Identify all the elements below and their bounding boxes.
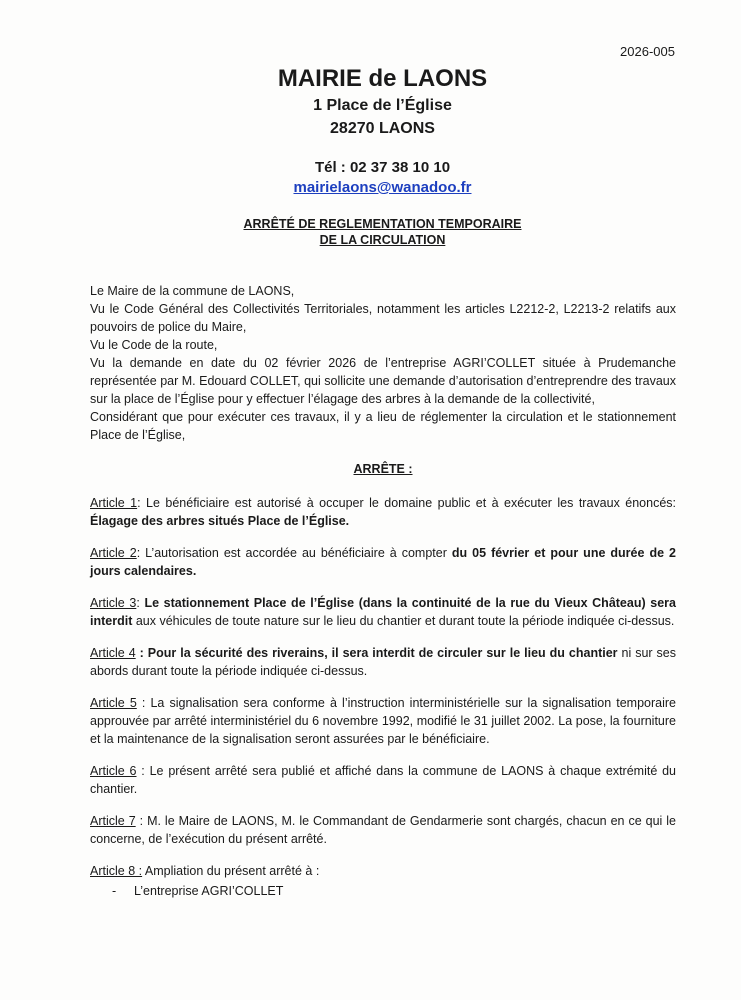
mairie-title: MAIRIE de LAONS bbox=[277, 65, 488, 92]
article-separator: : bbox=[137, 496, 147, 510]
article-3 bbox=[90, 594, 676, 630]
dash-bullet: - bbox=[112, 884, 117, 898]
article-1 bbox=[90, 494, 676, 530]
article-label: Article 5 bbox=[90, 696, 137, 710]
article-text: Le bénéficiaire est autorisé à occuper le domaine public et à exécuter les travaux énoncés: bbox=[146, 496, 676, 510]
preamble-line: Vu le Code de la route, bbox=[90, 338, 218, 352]
article-separator: : bbox=[135, 646, 148, 660]
reference-number: 2026-005 bbox=[620, 44, 675, 59]
article-bold-text: Élagage des arbres situés Place de l’Église. bbox=[90, 514, 350, 528]
article-label: Article 6 bbox=[90, 764, 137, 778]
article-6 bbox=[90, 762, 676, 798]
article-bold-text: Pour la sécurité des riverains, il sera interdit de circuler sur le lieu du chantier bbox=[147, 646, 618, 660]
article-label: Article 4 bbox=[90, 646, 136, 660]
article-label: Article 1 bbox=[90, 496, 138, 510]
distribution-list bbox=[90, 882, 676, 900]
article-2 bbox=[90, 544, 676, 580]
article-bold-text: du 05 février et pour une durée de 2 jours calendaires. bbox=[90, 546, 676, 578]
preamble-line: Le Maire de la commune de LAONS, bbox=[90, 284, 295, 298]
article-text: ni sur ses abords durant toute la période indiquée ci-dessus. bbox=[90, 646, 677, 678]
article-text: aux véhicules de toute nature sur le lieu du chantier et durant toute la période indiquée ci-dessus. bbox=[132, 614, 675, 628]
article-7 bbox=[90, 812, 676, 848]
article-separator: : bbox=[135, 814, 148, 828]
article-bold-text: Le stationnement Place de l’Église (dans la continuité de la rue du Vieux Château) sera interdit bbox=[90, 596, 676, 628]
letterhead bbox=[0, 64, 741, 248]
document-title-line-1: ARRÊTÉ DE REGLEMENTATION TEMPORAIRE bbox=[243, 217, 522, 231]
telephone: Tél : 02 37 38 10 10 bbox=[314, 159, 451, 176]
article-separator: : bbox=[136, 764, 150, 778]
article-text: M. le Maire de LAONS, M. le Commandant de Gendarmerie sont chargés, chacun en ce qui le concerne, de l’exécution du présent arrêté. bbox=[90, 814, 677, 846]
article-label: Article 7 bbox=[90, 814, 136, 828]
address-line-1: 1 Place de l’Église bbox=[313, 97, 452, 114]
document-body bbox=[90, 282, 676, 900]
article-separator: : bbox=[136, 696, 151, 710]
article-text: Ampliation du présent arrêté à : bbox=[144, 864, 320, 878]
list-item bbox=[112, 882, 676, 900]
article-text: L’autorisation est accordée au bénéficiaire à compter bbox=[145, 546, 452, 560]
preamble bbox=[90, 282, 676, 444]
email-link[interactable]: mairielaons@wanadoo.fr bbox=[293, 179, 472, 196]
article-8 bbox=[90, 862, 676, 880]
article-label: Article 2 bbox=[90, 546, 137, 560]
article-separator: : bbox=[136, 546, 146, 560]
article-separator: : bbox=[136, 596, 145, 610]
preamble-line: Vu le Code Général des Collectivités Territoriales, notamment les articles L2212-2, L2213-2 relatifs aux pouvoirs de police du Maire, bbox=[90, 302, 676, 334]
document-title-line-2: DE LA CIRCULATION bbox=[319, 233, 446, 247]
preamble-line: Vu la demande en date du 02 février 2026 de l’entreprise AGRI’COLLET située à Prudemanche représentée par M. Edouard COLLET, qui sollicite une demande d’autorisation d’entreprendre des travaux sur la place de l’Église pour y effectuer l’élagage des arbres à la demande de la collectivité, bbox=[90, 356, 676, 406]
article-label: Article 8 : bbox=[90, 864, 143, 878]
article-text: Le présent arrêté sera publié et affiché dans la commune de LAONS à chaque extrémité du chantier. bbox=[90, 764, 677, 796]
article-4 bbox=[90, 644, 676, 680]
preamble-line: Considérant que pour exécuter ces travaux, il y a lieu de réglementer la circulation et le stationnement Place de l’Église, bbox=[90, 410, 676, 442]
article-text: La signalisation sera conforme à l’instruction interministérielle sur la signalisation temporaire approuvée par arrêté interministériel du 6 novembre 1992, modifié le 31 juillet 2002. La pose, la fourniture et la maintenance de la signalisation seront assurées par le bénéficiaire. bbox=[90, 696, 677, 746]
list-item-text: L’entreprise AGRI’COLLET bbox=[134, 884, 284, 898]
article-label: Article 3 bbox=[90, 596, 137, 610]
article-5 bbox=[90, 694, 676, 748]
arrete-heading: ARRÊTE : bbox=[353, 462, 413, 476]
address-line-2: 28270 LAONS bbox=[330, 120, 435, 137]
